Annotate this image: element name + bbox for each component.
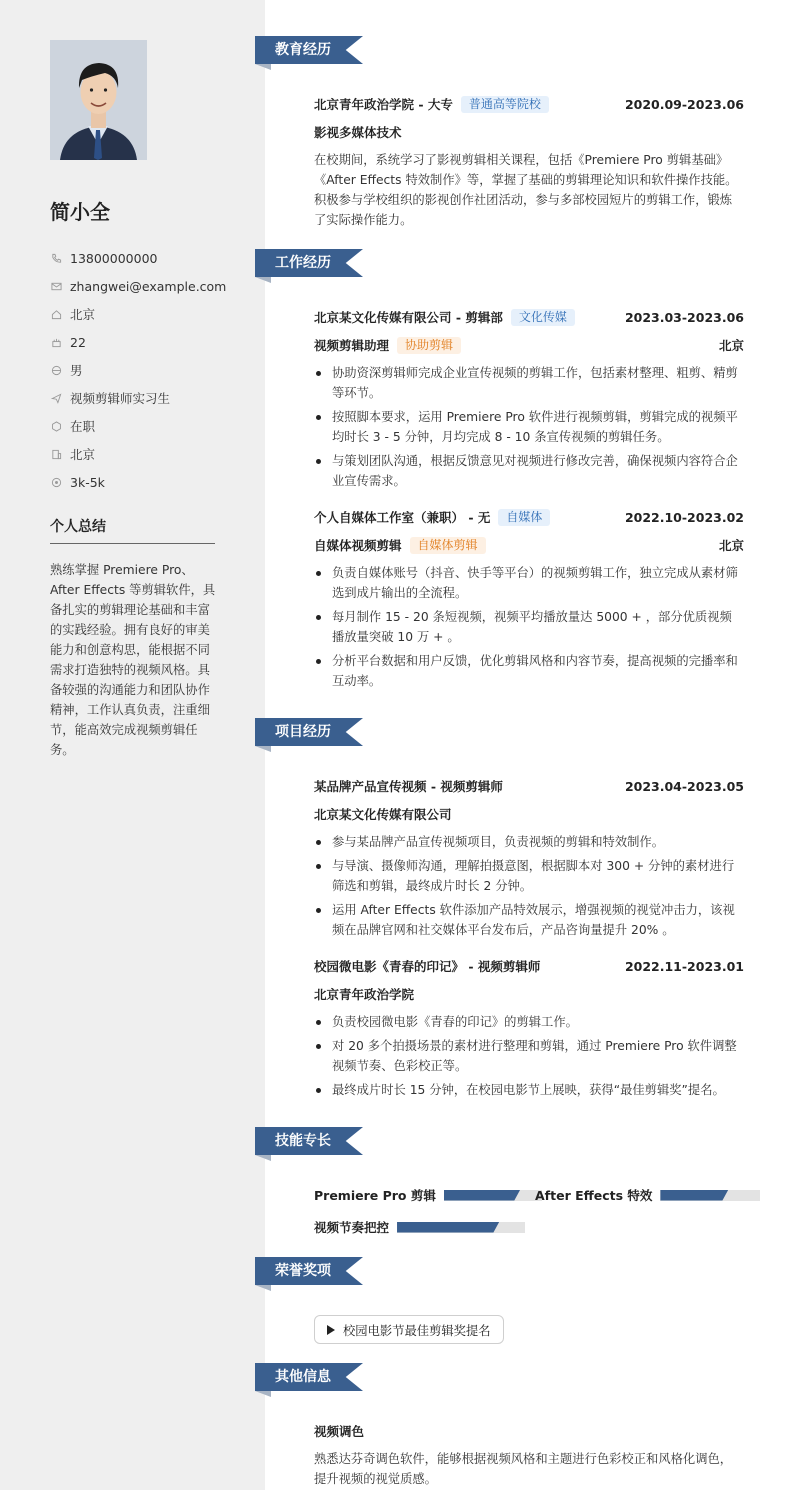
phone-icon: [50, 252, 62, 264]
school-type-badge: 普通高等院校: [461, 96, 549, 113]
section-skills-header: [255, 1127, 363, 1155]
list-item: 分析平台数据和用户反馈，优化剪辑风格和内容节奏，提高视频的完播率和互动率。: [314, 651, 744, 691]
skill-name: After Effects 特效: [535, 1188, 653, 1203]
age-icon: [50, 336, 62, 348]
work-company-row: [314, 507, 744, 527]
award-item: [314, 1315, 504, 1344]
education-description: 在校期间，系统学习了影视剪辑相关课程，包括《Premiere Pro 剪辑基础》《After Effects 特效制作》等，掌握了基础的剪辑理论知识和软件操作技能。积极参与学校组织的影视创作社团活动，参与多部校园短片的剪辑工作，锻炼了实际操作能力。: [314, 153, 738, 227]
info-home: [50, 300, 230, 328]
education-date: 2020.09-2023.06: [624, 96, 744, 112]
info-gender-text: 男: [70, 363, 83, 378]
status-icon: [50, 420, 62, 432]
project-org: 北京青年政治学院: [314, 987, 415, 1002]
work-industry-badge: 文化传媒: [511, 309, 575, 326]
info-age-text: 22: [70, 334, 86, 350]
info-email: [50, 272, 230, 300]
project-bullet-list: [314, 832, 744, 944]
contact-info-list: [50, 244, 230, 496]
list-item: 按照脚本要求，运用 Premiere Pro 软件进行视频剪辑，剪辑完成的视频平均时长 3 - 5 分钟，月均完成 8 - 10 条宣传视频的剪辑任务。: [314, 407, 744, 447]
work-role-row: [314, 535, 744, 555]
list-item: 负责校园微电影《青春的印记》的剪辑工作。: [314, 1012, 744, 1032]
info-city: [50, 440, 230, 468]
skill-level-fill: [660, 1190, 728, 1201]
skill-level-bar: [660, 1190, 760, 1201]
info-phone-text: 13800000000: [70, 250, 158, 266]
info-home-text: 北京: [70, 307, 96, 322]
info-position: [50, 384, 230, 412]
award-text: 校园电影节最佳剪辑奖提名: [343, 1323, 491, 1338]
info-email-text: zhangwei@example.com: [70, 278, 227, 294]
list-item: 参与某品牌产品宣传视频项目，负责视频的剪辑和特效制作。: [314, 832, 744, 852]
other-heading: 视频调色: [314, 1424, 365, 1439]
work-role-row: [314, 335, 744, 355]
info-salary-text: 3k-5k: [70, 474, 105, 490]
section-projects-header: [255, 718, 363, 746]
section-title: 技能专长: [275, 1133, 331, 1149]
skill-name: 视频节奏把控: [314, 1220, 390, 1235]
sidebar: [0, 0, 265, 1490]
section-title: 工作经历: [275, 255, 331, 271]
info-gender: [50, 356, 230, 384]
section-title: 荣誉奖项: [275, 1263, 331, 1279]
info-age: [50, 328, 230, 356]
skill-level-fill: [397, 1222, 499, 1233]
education-major-row: [314, 122, 744, 142]
work-role-badge: 自媒体剪辑: [410, 537, 486, 554]
avatar: [50, 40, 147, 160]
salary-icon: [50, 476, 62, 488]
work-role-badge: 协助剪辑: [397, 337, 461, 354]
work-role: 自媒体视频剪辑: [314, 538, 402, 553]
project-date: 2023.04-2023.05: [624, 778, 744, 794]
work-date: 2022.10-2023.02: [624, 509, 744, 525]
home-icon: [50, 308, 62, 320]
project-org: 北京某文化传媒有限公司: [314, 807, 452, 822]
gender-icon: [50, 364, 62, 376]
section-work-header: [255, 249, 363, 277]
play-triangle-icon: [327, 1325, 335, 1335]
list-item: 对 20 多个拍摄场景的素材进行整理和剪辑，通过 Premiere Pro 软件调整视频节奏、色彩校正等。: [314, 1036, 744, 1076]
email-icon: [50, 280, 62, 292]
section-other-header: [255, 1363, 363, 1391]
list-item: 最终成片时长 15 分钟，在校园电影节上展映，获得“最佳剪辑奖”提名。: [314, 1080, 744, 1100]
list-item: 每月制作 15 - 20 条短视频，视频平均播放量达 5000 + ，部分优质视频播放量突破 10 万 + 。: [314, 607, 744, 647]
work-location: 北京: [718, 338, 744, 353]
section-awards-header: [255, 1257, 363, 1285]
section-title: 项目经历: [275, 724, 331, 740]
education-major: 影视多媒体技术: [314, 125, 402, 140]
project-org-row: [314, 804, 744, 824]
work-role: 视频剪辑助理: [314, 338, 390, 353]
building-icon: [50, 448, 62, 460]
work-company: 个人自媒体工作室（兼职） - 无: [314, 510, 491, 525]
list-item: 运用 After Effects 软件添加产品特效展示，增强视频的视觉冲击力，该视频在品牌官网和社交媒体平台发布后，产品咨询量提升 20% 。: [314, 900, 744, 940]
list-item: 与导演、摄像师沟通，理解拍摄意图，根据脚本对 300 + 分钟的素材进行筛选和剪辑，最终成片时长 2 分钟。: [314, 856, 744, 896]
info-position-text: 视频剪辑师实习生: [70, 391, 171, 406]
summary-title: 个人总结: [50, 519, 106, 535]
project-name: 某品牌产品宣传视频 - 视频剪辑师: [314, 779, 503, 794]
skill-item: [314, 1187, 542, 1203]
info-city-text: 北京: [70, 447, 96, 462]
work-bullet-list: [314, 563, 744, 695]
project-title-row: [314, 956, 744, 976]
candidate-name: 简小全: [50, 200, 110, 224]
info-phone: [50, 244, 230, 272]
other-description: 熟悉达芬奇调色软件，能够根据视频风格和主题进行色彩校正和风格化调色，提升视频的视觉质感。: [314, 1452, 733, 1486]
send-icon: [50, 392, 62, 404]
section-title: 其他信息: [275, 1369, 331, 1385]
skill-level-bar: [444, 1190, 542, 1201]
project-bullet-list: [314, 1012, 744, 1104]
summary-text: 熟练掌握 Premiere Pro、After Effects 等剪辑软件，具备扎实的剪辑理论基础和丰富的实践经验。拥有良好的审美能力和创意构思，能根据不同需求打造独特的视频风格。具备较强的沟通能力和团队协作精神，工作认真负责，注重细节，能高效完成视频剪辑任务。: [50, 563, 216, 757]
project-title-row: [314, 776, 744, 796]
school-name: 北京青年政治学院 - 大专: [314, 97, 453, 112]
skill-name: Premiere Pro 剪辑: [314, 1188, 436, 1203]
project-date: 2022.11-2023.01: [624, 958, 744, 974]
work-company: 北京某文化传媒有限公司 - 剪辑部: [314, 310, 503, 325]
list-item: 与策划团队沟通，根据反馈意见对视频进行修改完善，确保视频内容符合企业宣传需求。: [314, 451, 744, 491]
summary-divider: [50, 543, 215, 544]
portrait-image: [50, 40, 147, 160]
work-location: 北京: [718, 538, 744, 553]
list-item: 协助资深剪辑师完成企业宣传视频的剪辑工作，包括素材整理、粗剪、精剪等环节。: [314, 363, 744, 403]
skill-item: [535, 1187, 760, 1203]
info-salary: [50, 468, 230, 496]
project-org-row: [314, 984, 744, 1004]
info-status: [50, 412, 230, 440]
section-education-header: [255, 36, 363, 64]
skill-level-fill: [444, 1190, 520, 1201]
education-school-row: [314, 94, 744, 114]
work-bullet-list: [314, 363, 744, 495]
work-industry-badge: 自媒体: [498, 509, 550, 526]
info-status-text: 在职: [70, 419, 96, 434]
other-heading-row: [314, 1421, 744, 1441]
section-title: 教育经历: [275, 42, 331, 58]
list-item: 负责自媒体账号（抖音、快手等平台）的视频剪辑工作，独立完成从素材筛选到成片输出的全流程。: [314, 563, 744, 603]
project-name: 校园微电影《青春的印记》 - 视频剪辑师: [314, 959, 541, 974]
skill-item: [314, 1219, 525, 1235]
work-date: 2023.03-2023.06: [624, 309, 744, 325]
work-company-row: [314, 307, 744, 327]
skill-level-bar: [397, 1222, 525, 1233]
